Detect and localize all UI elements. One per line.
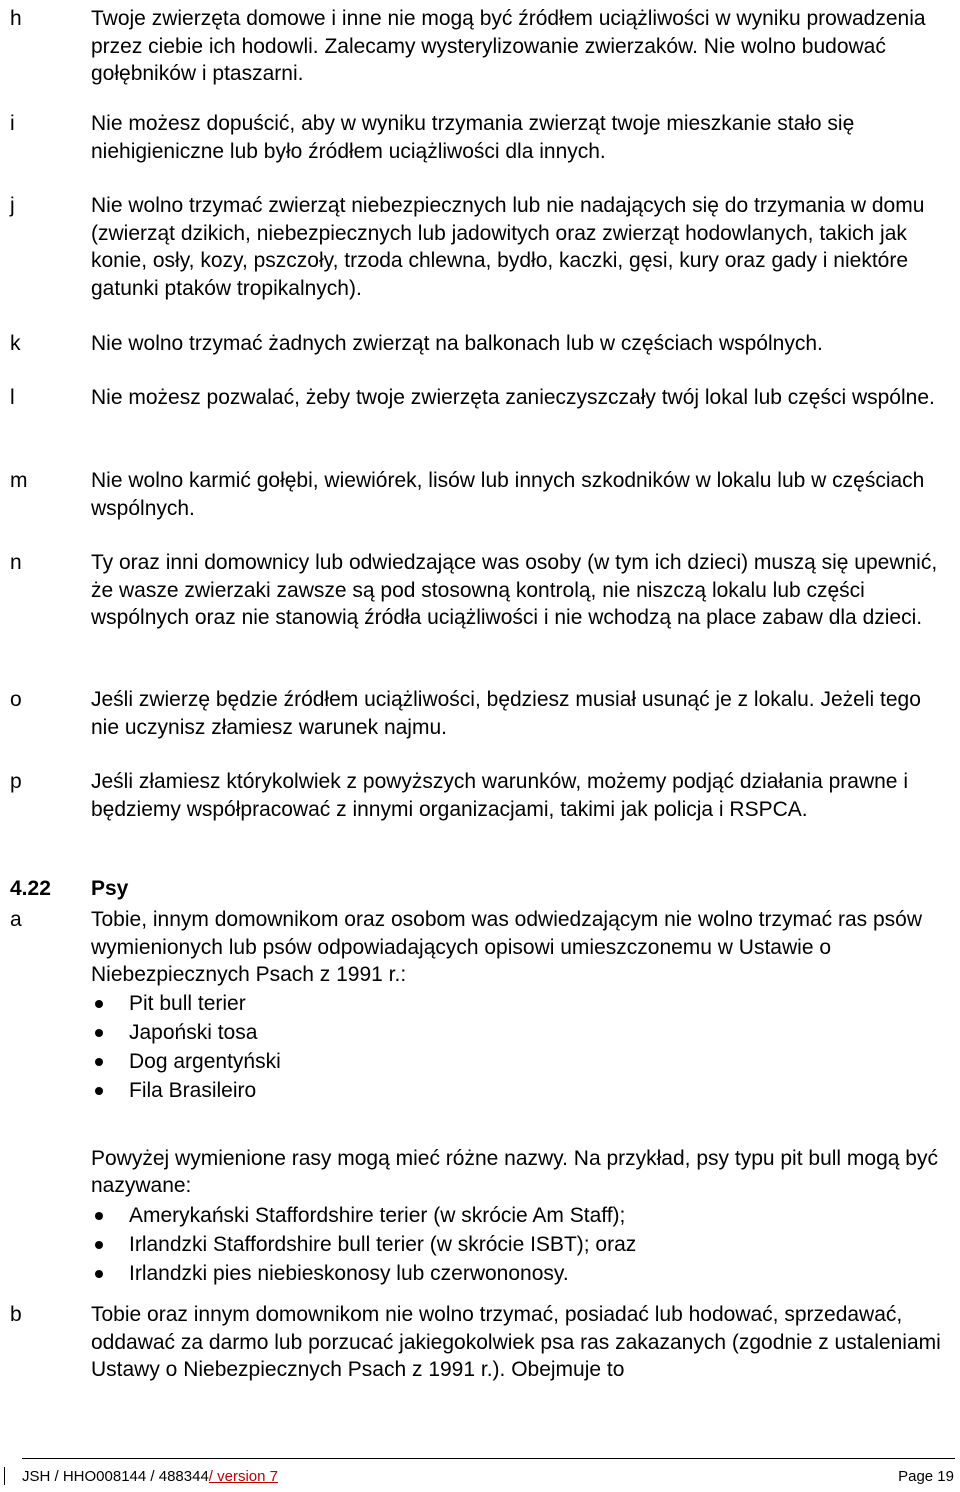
breed-name: Japoński tosa <box>129 1020 258 1044</box>
list-item <box>91 990 953 1019</box>
item-letter: l <box>10 386 15 409</box>
change-bar <box>4 1467 5 1485</box>
section-title: Psy <box>91 877 129 900</box>
item-text: Jeśli zwierzę będzie źródłem uciążliwości, będziesz musiał usunąć je z lokalu. Jeżeli tego nie uczynisz złamiesz warunek najmu. <box>91 688 921 739</box>
item-text: Nie wolno trzymać żadnych zwierząt na balkonach lub w częściach wspólnych. <box>91 332 823 355</box>
section-number: 4.22 <box>10 877 51 900</box>
item-a-body <box>91 906 953 1289</box>
item-letter: b <box>10 1303 22 1326</box>
document-reference <box>22 1467 278 1487</box>
alias-name: Irlandzki Staffordshire bull terier (w skrócie ISBT); oraz <box>129 1232 637 1256</box>
list-item <box>91 1202 953 1231</box>
breed-name: Fila Brasileiro <box>129 1078 257 1102</box>
breed-name: Dog argentyński <box>129 1049 281 1073</box>
breed-list <box>91 990 953 1106</box>
list-item <box>91 1260 953 1289</box>
item-text: Nie wolno trzymać zwierząt niebezpiecznych lub nie nadających się do trzymania w domu (zwierząt dzikich, niebezpiecznych lub jadowitych oraz zwierząt hodowlanych, takich jak konie, osły, kozy, pszczoły, trzoda chlewna, bydło, kaczki, gęsi, kury oraz gady i niektóre gatunki ptaków tropikalnych). <box>91 194 925 300</box>
bullet-icon <box>95 1087 103 1095</box>
breed-name: Pit bull terier <box>129 991 246 1015</box>
page-number: Page 19 <box>898 1468 954 1485</box>
item-text: Ty oraz inni domownicy lub odwiedzające was osoby (w tym ich dzieci) muszą się upewnić, że wasze zwierzaki zawsze są pod stosowną kontrolą, nie niszczą lokalu lub części wspólnych oraz nie stanowią źródła uciążliwości i nie wchodzą na place zabaw dla dzieci. <box>91 551 938 629</box>
alias-name: Irlandzki pies niebieskonosy lub czerwononosy. <box>129 1261 569 1285</box>
item-text: Tobie oraz innym domownikom nie wolno trzymać, posiadać lub hodować, sprzedawać, oddawać za darmo lub porzucać jakiegokolwiek psa ras zakazanych (zgodnie z ustaleniami Ustawy o Niebezpiecznych Psach z 1991 r.). Obejmuje to <box>91 1303 941 1381</box>
bullet-icon <box>95 1000 103 1008</box>
item-letter: p <box>10 770 22 793</box>
item-letter: i <box>10 112 15 135</box>
list-item <box>91 1048 953 1077</box>
bullet-icon <box>95 1029 103 1037</box>
item-letter: k <box>10 332 21 355</box>
item-letter: j <box>10 194 15 217</box>
version-label: / version 7 <box>208 1468 278 1485</box>
bullet-icon <box>95 1270 103 1278</box>
bullet-icon <box>95 1212 103 1220</box>
item-text: Nie wolno karmić gołębi, wiewiórek, lisów lub innych szkodników w lokalu lub w częściach wspólnych. <box>91 469 925 520</box>
alias-list <box>91 1202 953 1289</box>
note-text: Powyżej wymienione rasy mogą mieć różne nazwy. Na przykład, psy typu pit bull mogą być nazywane: <box>91 1146 938 1197</box>
item-text: Nie możesz dopuścić, aby w wyniku trzymania zwierząt twoje mieszkanie stało się niehigieniczne lub było źródłem uciążliwości dla innych. <box>91 112 855 163</box>
item-text: Jeśli złamiesz którykolwiek z powyższych warunków, możemy podjąć działania prawne i będziemy współpracować z innymi organizacjami, takimi jak policja i RSPCA. <box>91 770 908 821</box>
alias-name: Amerykański Staffordshire terier (w skrócie Am Staff); <box>129 1203 626 1227</box>
list-item <box>91 1231 953 1260</box>
item-letter: n <box>10 551 22 574</box>
list-item <box>91 1077 953 1106</box>
item-letter: m <box>10 469 28 492</box>
list-item <box>91 1019 953 1048</box>
item-text: Twoje zwierzęta domowe i inne nie mogą być źródłem uciążliwości w wyniku prowadzenia przez ciebie ich hodowli. Zalecamy wysterylizowanie zwierzaków. Nie wolno budować gołębników i ptaszarni. <box>91 7 926 85</box>
bullet-icon <box>95 1241 103 1249</box>
item-text: Tobie, innym domownikom oraz osobom was odwiedzającym nie wolno trzymać ras psów wymienionych lub psów odpowiadających opisowi umieszczonemu w Ustawie o Niebezpiecznych Psach z 1991 r.: <box>91 908 923 986</box>
reference-code: JSH / HHO008144 / 488344 <box>22 1468 209 1485</box>
footer-divider <box>22 1458 955 1459</box>
item-letter: h <box>10 7 22 30</box>
item-letter: a <box>10 908 22 931</box>
page-footer <box>0 1466 960 1492</box>
item-text: Nie możesz pozwalać, żeby twoje zwierzęta zanieczyszczały twój lokal lub części wspólne. <box>91 386 935 409</box>
bullet-icon <box>95 1058 103 1066</box>
item-letter: o <box>10 688 22 711</box>
